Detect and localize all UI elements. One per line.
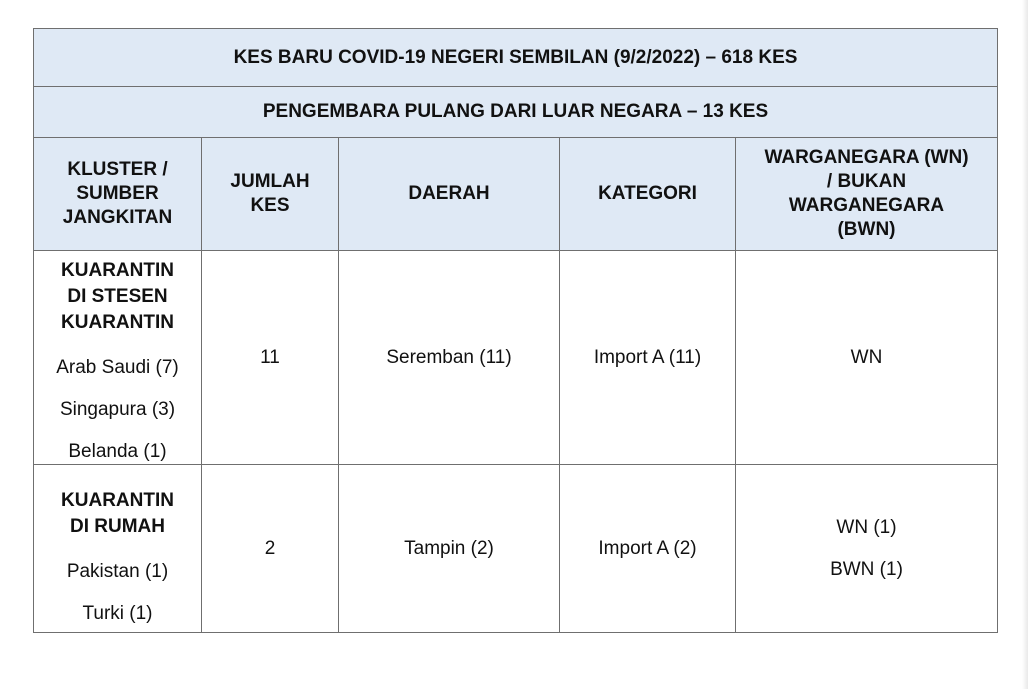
source-country: Pakistan (1) — [66, 561, 169, 582]
source-country: Turki (1) — [82, 603, 153, 624]
header-citizenship-line: WARGANEGARA (WN) — [764, 147, 969, 168]
header-cluster — [34, 138, 202, 251]
page-right-edge-shadow — [1022, 0, 1028, 689]
covid-case-table — [33, 28, 998, 633]
cluster-title-line: KUARANTIN — [61, 490, 174, 511]
cases-cell: 2 — [202, 465, 339, 633]
subtitle-row — [34, 87, 998, 138]
table-title: KES BARU COVID-19 NEGERI SEMBILAN (9/2/2022) – 618 KES — [34, 29, 998, 87]
header-cluster-line: SUMBER — [76, 183, 159, 204]
cluster-title-line: KUARANTIN — [61, 260, 174, 281]
header-cases-line: KES — [250, 195, 290, 216]
table-row — [34, 251, 998, 465]
cluster-title-line: KUARANTIN — [61, 312, 174, 333]
header-cases — [202, 138, 339, 251]
header-citizenship-line: (BWN) — [837, 219, 896, 240]
header-district: DAERAH — [339, 138, 560, 251]
district-cell: Seremban (11) — [339, 251, 560, 465]
header-category: KATEGORI — [560, 138, 736, 251]
citizenship-value: WN (1) — [836, 516, 897, 538]
citizenship-value: BWN (1) — [830, 558, 903, 580]
header-cluster-line: JANGKITAN — [62, 207, 173, 228]
source-country: Belanda (1) — [68, 441, 167, 462]
citizenship-cell — [736, 465, 998, 633]
category-cell: Import A (11) — [560, 251, 736, 465]
citizenship-cell — [736, 251, 998, 465]
cases-cell: 11 — [202, 251, 339, 465]
cluster-title-line: DI RUMAH — [70, 516, 165, 537]
source-country: Arab Saudi (7) — [56, 357, 179, 378]
category-cell: Import A (2) — [560, 465, 736, 633]
source-country: Singapura (3) — [59, 399, 176, 420]
cluster-title — [34, 251, 201, 336]
cluster-cell — [34, 465, 202, 633]
header-citizenship — [736, 138, 998, 251]
citizenship-value: WN — [850, 346, 883, 368]
table-row — [34, 465, 998, 633]
cluster-cell — [34, 251, 202, 465]
cluster-title — [34, 471, 201, 540]
page-top-margin — [0, 0, 1028, 28]
title-row — [34, 29, 998, 87]
header-cluster-line: KLUSTER / — [67, 159, 168, 180]
header-citizenship-line: / BUKAN — [826, 171, 907, 192]
cluster-title-line: DI STESEN — [67, 286, 168, 307]
column-header-row — [34, 138, 998, 251]
table-subtitle: PENGEMBARA PULANG DARI LUAR NEGARA – 13 KES — [34, 87, 998, 138]
district-cell: Tampin (2) — [339, 465, 560, 633]
header-cases-line: JUMLAH — [230, 171, 310, 192]
header-citizenship-line: WARGANEGARA — [788, 195, 945, 216]
